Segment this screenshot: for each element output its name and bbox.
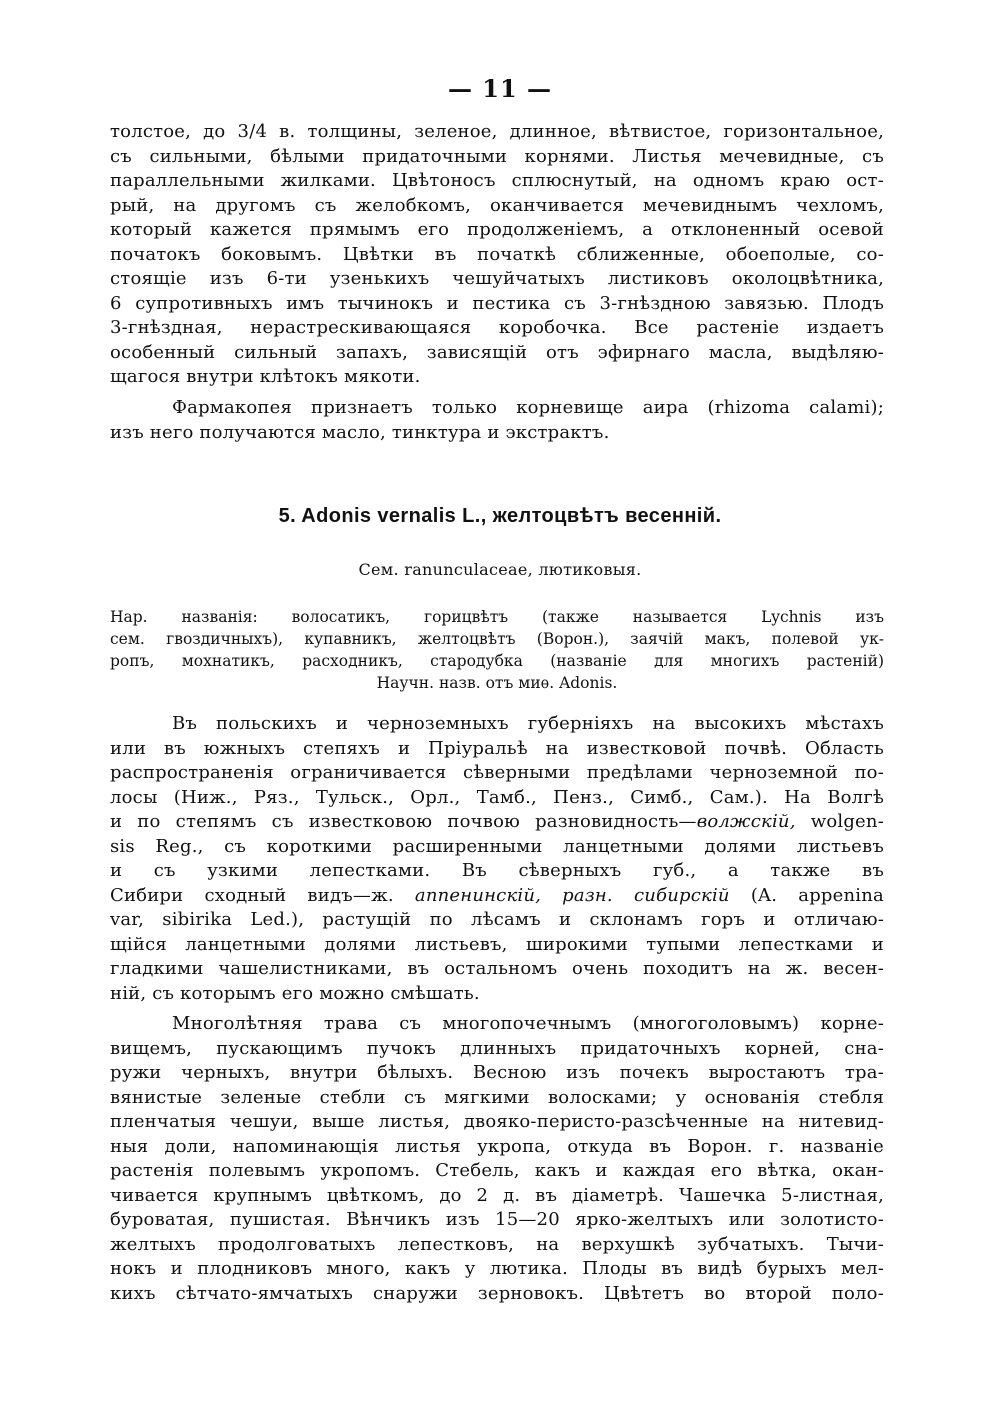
text-line: съ сильными, бѣлыми придаточными корнями. Листья мечевидные, съ (110, 145, 884, 167)
text-line: Многолѣтняя трава съ многопочечнымъ (многоголовымъ) корне- (172, 1013, 884, 1034)
text-line (110, 810, 884, 835)
intro-paragraph (110, 120, 884, 390)
text-line: Научн. назв. отъ миѳ. Adonis. (376, 674, 618, 692)
text-line: и съ узкими лепестками. Въ сѣверныхъ губ., а также въ (110, 860, 884, 881)
habitat-paragraph (110, 712, 884, 1006)
text-line: вищемъ, пускающимъ пучокъ длинныхъ придаточныхъ корней, сна- (110, 1037, 884, 1059)
text-line: распространенія ограничивается сѣверными предѣлами черноземной по- (110, 762, 884, 783)
text-line: Нар. названія: волосатикъ, горицвѣтъ (также называется Lychnis изъ (110, 608, 884, 626)
common-names (110, 606, 884, 694)
text-line: ропъ, мохнатикъ, расходникъ, стародубка (названіе для многихъ растеній) (110, 652, 884, 670)
text-line: или въ южныхъ степяхъ и Пріуральѣ на известковой почвѣ. Область (110, 737, 884, 759)
text-line: ружи черныхъ, внутри бѣлыхъ. Весною изъ почекъ выростаютъ тра- (110, 1062, 884, 1083)
text-line: толстое, до 3/4 в. толщины, зеленое, длинное, вѣтвистое, горизонтальное, (110, 121, 884, 142)
text-line: растенія полевымъ укропомъ. Стебель, какъ и каждая его вѣтка, окан- (110, 1160, 884, 1181)
text-line: кихъ сѣтчато-ямчатыхъ снаружи зерновокъ. Цвѣтетъ во второй поло- (110, 1282, 884, 1304)
text-line: сем. гвоздичныхъ), купавникъ, желтоцвѣтъ (Ворон.), заячій макъ, полевой ук- (110, 630, 884, 648)
text-line: щагося внутри клѣтокъ мякоти. (110, 366, 421, 387)
text-line: 6 супротивныхъ имъ тычинокъ и пестика съ 3-гнѣздною завязью. Плодъ (110, 292, 884, 314)
text-line: желтыхъ продолговатыхъ лепестковъ, на верхушкѣ зубчатыхъ. Тычи- (110, 1233, 884, 1255)
text-line: початокъ боковымъ. Цвѣтки въ початкѣ сближенные, обоеполые, со- (110, 243, 884, 265)
text-run: wolgen- (795, 811, 884, 832)
text-line: чивается крупнымъ цвѣткомъ, до 2 д. въ діаметрѣ. Чашечка 5-листная, (110, 1184, 884, 1206)
text-line: буроватая, пушистая. Вѣнчикъ изъ 15—20 ярко-желтыхъ или золотисто- (110, 1209, 884, 1230)
text-line: параллельными жилками. Цвѣтоносъ сплюснутый, на одномъ краю ост- (110, 170, 884, 191)
text-run: Сибири сходный видъ—ж. (110, 884, 415, 906)
text-line: var, sibirika Led.), растущій по лѣсамъ и склонамъ горъ и отличаю- (110, 909, 884, 930)
text-line: стоящіе изъ 6-ти узенькихъ чешуйчатыхъ листиковъ околоцвѣтника, (110, 268, 884, 289)
page-number: — 11 — (447, 74, 553, 103)
text-run: (A. appenina (729, 884, 884, 906)
text-line: вянистые зеленые стебли съ мягкими волосками; у основанія стебля (110, 1086, 884, 1108)
text-line: щійся ланцетными долями листьевъ, широкими тупыми лепестками и (110, 933, 884, 955)
family-line: Сем. ranunculaceae, лютиковыя. (358, 560, 642, 579)
text-line: рый, на другомъ съ желобкомъ, оканчивается мечевиднымъ чехломъ, (110, 194, 884, 216)
text-line: ныя доли, напоминающія листья укропа, откуда въ Ворон. г. названіе (110, 1135, 884, 1157)
text-run: и по степямъ съ известковою почвою разновидность— (110, 811, 697, 832)
description-paragraph (110, 1012, 884, 1306)
text-line: особенный сильный запахъ, зависящій отъ эфирнаго масла, выдѣляю- (110, 341, 884, 363)
text-line: который кажется прямымъ его продолженіемъ, а отклоненный осевой (110, 219, 884, 240)
text-line: 3-гнѣздная, нерастрескивающаяся коробочка. Все растеніе издаетъ (110, 317, 884, 338)
text-line: Въ польскихъ и черноземныхъ губерніяхъ на высокихъ мѣстахъ (172, 713, 884, 734)
pharmacopoeia-paragraph (110, 396, 884, 445)
text-line: изъ него получаются масло, тинктура и экстрактъ. (110, 421, 610, 443)
text-line: sis Reg., съ короткими расширенными ланцетными долями листьевъ (110, 835, 884, 857)
text-line: пленчатыя чешуи, выше листья, двояко-перисто-разсѣченные на нитевид- (110, 1111, 884, 1132)
text-line: Фармакопея признаетъ только корневище аира (rhizoma calami); (172, 397, 884, 418)
text-line: ній, съ которымъ его можно смѣшать. (110, 982, 480, 1004)
text-line: гладкими чашелистниками, въ остальномъ очень походитъ на ж. весен- (110, 958, 884, 979)
italic-term: волжскій, (696, 811, 796, 832)
text-line: лосы (Ниж., Ряз., Тульск., Орл., Тамб., Пенз., Симб., Сам.). На Волгѣ (110, 786, 884, 808)
text-line: нокъ и плодниковъ много, какъ у лютика. Плоды въ видѣ бурыхъ мел- (110, 1258, 884, 1279)
text-line (110, 884, 884, 909)
section-heading: 5. Adonis vernalis L., желтоцвѣтъ весенній. (278, 505, 722, 527)
italic-term: аппенинскій, разн. сибирскій (414, 884, 730, 906)
